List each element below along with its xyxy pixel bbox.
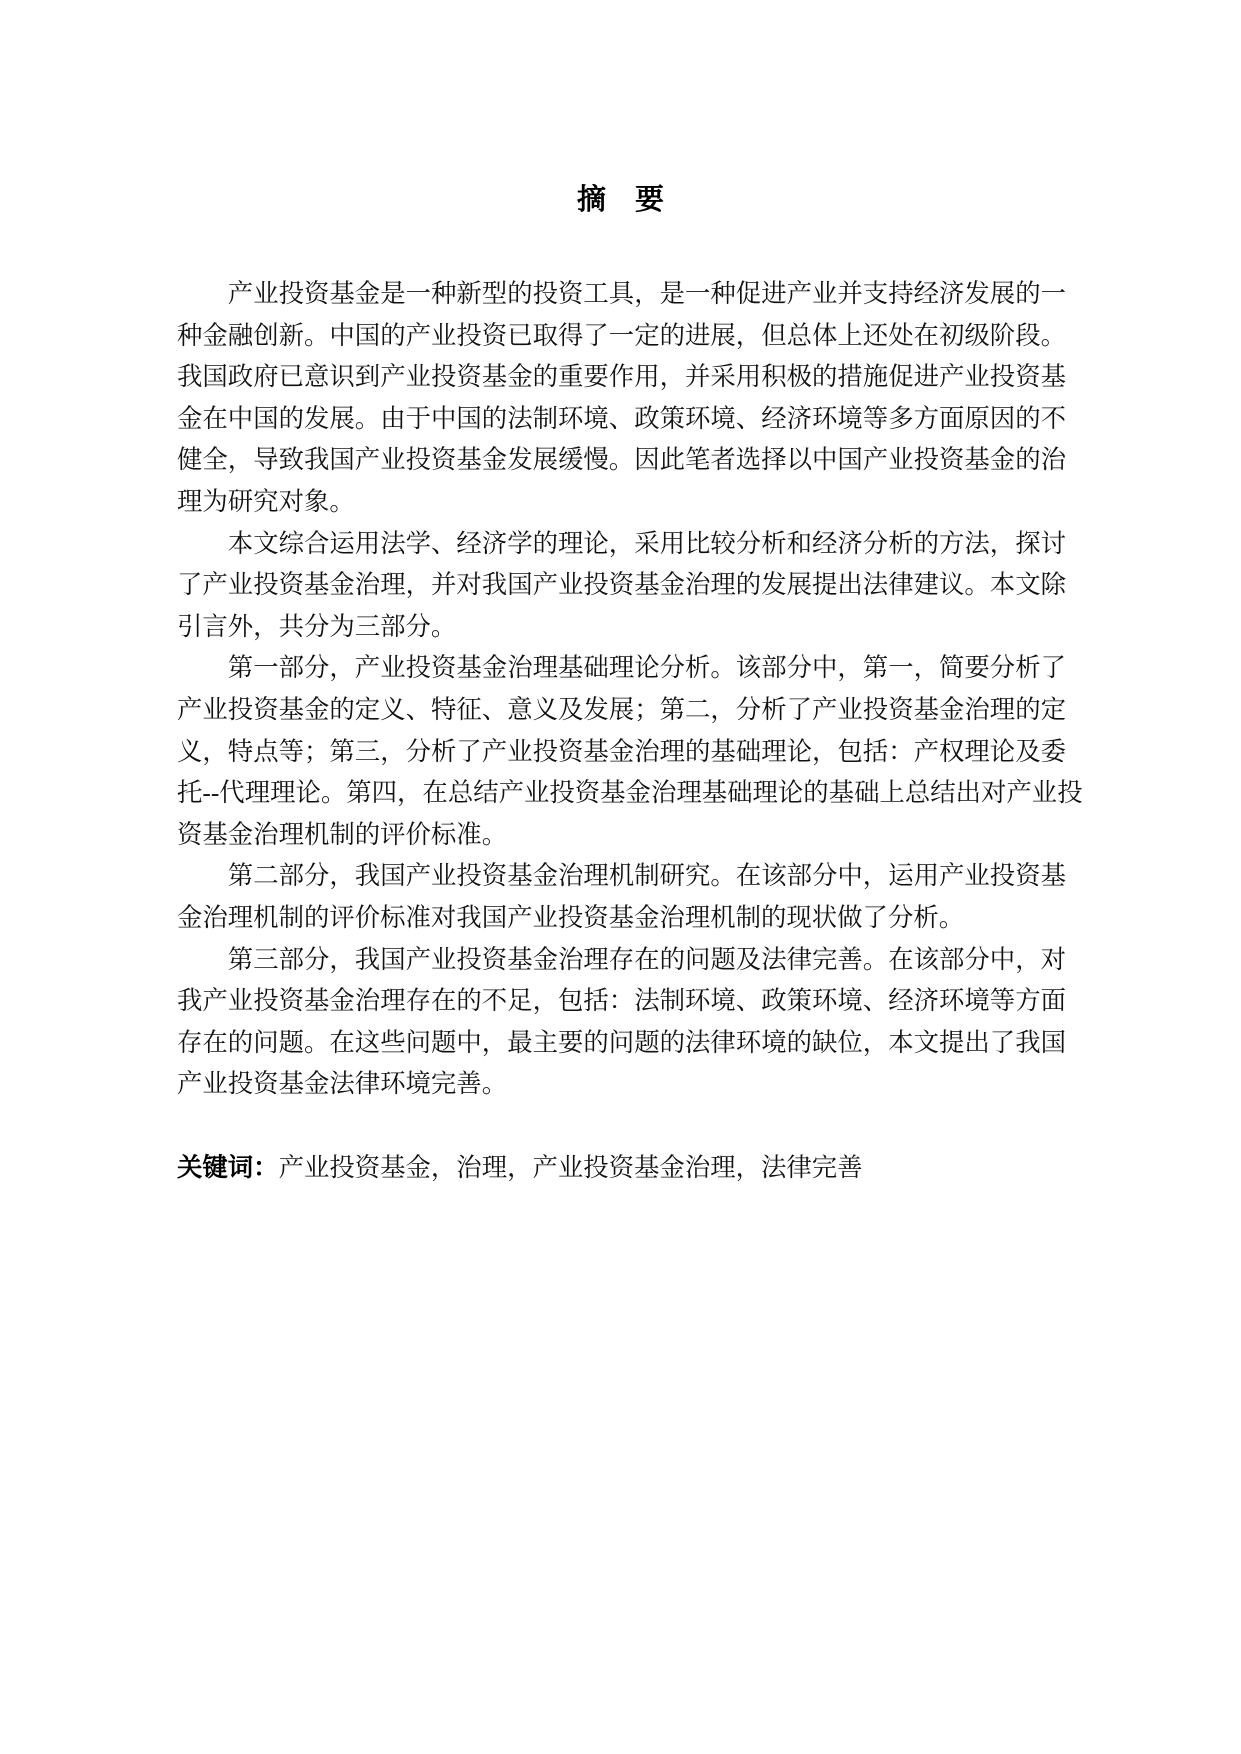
- paragraph-line: 理为研究对象。: [177, 487, 355, 516]
- paragraph-line: 产业投资基金的定义、特征、意义及发展；第二，分析了产业投资基金治理的定: [177, 695, 1066, 724]
- paragraph-line: 种金融创新。中国的产业投资已取得了一定的进展，但总体上还处在初级阶段。: [177, 321, 1066, 350]
- paragraph-line: 托--代理理论。第四，在总结产业投资基金治理基础理论的基础上总结出对产业投: [177, 779, 1083, 808]
- abstract-paragraph: [177, 856, 1066, 939]
- keywords: [177, 1148, 1066, 1190]
- abstract-body: [177, 274, 1083, 1106]
- paragraph-line: 资基金治理机制的评价标准。: [177, 820, 508, 849]
- paragraph-line: 义，特点等；第三，分析了产业投资基金治理的基础理论，包括：产权理论及委: [177, 737, 1066, 766]
- keywords-list: 产业投资基金，治理，产业投资基金治理，法律完善: [278, 1154, 863, 1182]
- paragraph-line: 金在中国的发展。由于中国的法制环境、政策环境、经济环境等多方面原因的不: [177, 404, 1066, 433]
- paragraph-line: 了产业投资基金治理，并对我国产业投资基金治理的发展提出法律建议。本文除: [177, 571, 1066, 600]
- paragraph-line: 我国政府已意识到产业投资基金的重要作用，并采用积极的措施促进产业投资基: [177, 363, 1066, 392]
- abstract-paragraph: [177, 524, 1066, 649]
- paragraph-line: 本文综合运用法学、经济学的理论，采用比较分析和经济分析的方法，探讨: [227, 529, 1066, 558]
- paragraph-line: 第二部分，我国产业投资基金治理机制研究。在该部分中，运用产业投资基: [227, 862, 1066, 891]
- abstract-paragraph: [177, 648, 1083, 856]
- paragraph-line: 产业投资基金是一种新型的投资工具，是一种促进产业并支持经济发展的一: [227, 280, 1066, 308]
- abstract-paragraph: [177, 940, 1066, 1106]
- paragraph-line: 我产业投资基金治理存在的不足，包括：法制环境、政策环境、经济环境等方面: [177, 987, 1066, 1016]
- paragraph-line: 产业投资基金法律环境完善。: [177, 1070, 508, 1099]
- paragraph-line: 金治理机制的评价标准对我国产业投资基金治理机制的现状做了分析。: [177, 903, 965, 932]
- paragraph-line: 第一部分，产业投资基金治理基础理论分析。该部分中，第一，简要分析了: [227, 654, 1066, 683]
- keywords-label: 关键词：: [177, 1154, 279, 1182]
- paragraph-line: 第三部分，我国产业投资基金治理存在的问题及法律完善。在该部分中，对: [227, 945, 1066, 974]
- paragraph-line: 健全，导致我国产业投资基金发展缓慢。因此笔者选择以中国产业投资基金的治: [177, 446, 1066, 475]
- paragraph-line: 存在的问题。在这些问题中，最主要的问题的法律环境的缺位，本文提出了我国: [177, 1028, 1066, 1057]
- abstract-title: 摘 要: [576, 184, 664, 216]
- paragraph-line: 引言外，共分为三部分。: [177, 612, 457, 641]
- abstract-paragraph: [177, 274, 1066, 524]
